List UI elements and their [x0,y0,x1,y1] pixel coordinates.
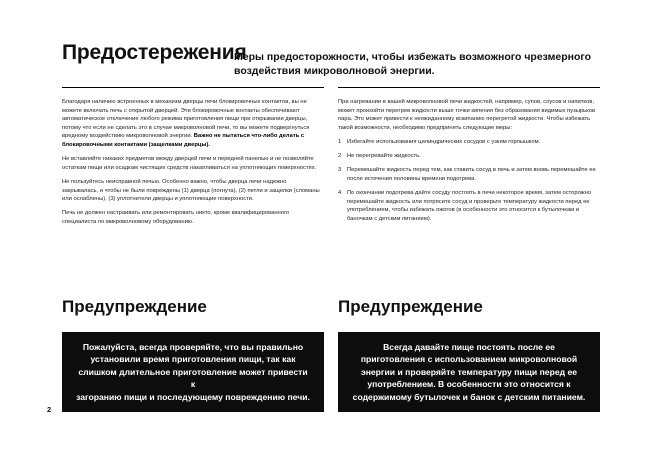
warning-title-left: Предупреждение [62,297,207,316]
list-item-text: Не перегревайте жидкость. [347,153,421,160]
page-subtitle: Меры предосторожности, чтобы избежать возможного чрезмерного воздействия микроволновой энергии. [234,51,592,77]
list-item-text: Перемешайте жидкость перед тем, как ставить сосуд в печь и затем вновь перемешайте ее после истечения половины времени подогрева. [347,167,596,182]
paragraph-no-objects: Не вставляйте никаких предметов между дверцей печи и передней панелью и не позволяйте остаткам пищи или осадкам чистящих средств накапливаться на уплотняющих поверхностях. [62,156,317,171]
paragraph-no-repair: Печь не должен настраивать или ремонтировать никто, кроме квалифицированного специалиста по микроволновому оборудованию. [62,210,290,225]
list-item [338,166,600,183]
list-item [338,138,600,147]
list-item-number: 2 [338,153,342,160]
warning-line: энергии и проверяйте температуру пищи перед ее [360,366,578,377]
warning-line: приготовления с использованием микроволновой [360,354,578,365]
warning-box-cooking-time-text [76,341,310,403]
warning-box-standing-time [338,332,600,412]
paragraph-no-faulty-oven: Не пользуйтесь неисправной печью. Особенно важно, чтобы дверца печи надежно закрывалась, и чтобы не были повреждены (1) дверца (погнута), (2) петли и защелки (сломаны или ослаблены), (3) уплотнители дверцы и уплотняющие поверхности. [62,178,320,203]
list-item-text: По окончании подогрева дайте сосуду постоять в печи некоторое время, затем осторожно перемешайте жидкость или потрясите сосуд и проверьте температуру жидкости перед ее употреблением, чтобы избежать ожогов (в особенности это относится к бутылочкам и баночкам с детским питанием). [347,190,592,222]
warning-box-cooking-time [62,332,324,412]
warning-line: Пожалуйста, всегда проверяйте, что вы правильно [82,341,304,352]
warning-title-right: Предупреждение [338,297,483,316]
warning-box-standing-time-text [353,341,586,403]
divider-left [62,87,324,88]
page-title: Предостережения [62,41,247,64]
warning-line: употреблением. В особенности это относится к [367,379,571,390]
paragraph-interlock-text: Благодаря наличию встроенных в механизм дверцы печи блокировочных контактов, вы не можете включать печь с открытой дверцей. Эти блокировочные контакты обеспечивают автоматическое отключение любого режима приготовления пищи при открывании дверцы, потому что если не сделать это в случае микроволновой печи, то вы можете подвергнуться вредному воздействию микроволновой энергии. [62,99,310,140]
warning-line: загоранию пищи и последующему повреждению печи. [76,391,310,402]
page-number: 2 [47,405,52,414]
list-item [338,152,600,161]
divider-right [338,87,600,88]
list-item-number: 1 [338,138,342,145]
warning-line: установили время приготовления пищи, так как [90,354,296,365]
list-item [338,189,600,223]
measures-list [338,138,600,224]
paragraph-liquids-intro: При нагревании в вашей микроволновой печи жидкостей, например, супов, соусов и напитков, может произойти перегрев жидкости выше точки кипения без образования видимых пузырьков пара. Это может привести к неожиданному вскипанию перегретой жидкости. Чтобы избежать такой возможности, необходимо предпринять следующие меры: [338,99,596,131]
paragraph-interlock [62,98,324,150]
right-column [338,98,600,229]
paragraph-interlock-bold: Важно не пытаться что-либо делать с блокировочными контактами (защелками дверцы). [62,133,305,148]
warning-line: Всегда давайте пище постоять после ее [383,341,555,352]
warning-line: слишком длительное приготовление может привести к [78,366,308,390]
list-item-number: 3 [338,167,342,174]
list-item-number: 4 [338,190,342,197]
left-column [62,98,324,232]
warning-line: содержимому бутылочек и банок с детским питанием. [352,391,586,402]
list-item-text: Избегайте использования цилиндрических сосудов с узким горлышком. [347,138,541,145]
